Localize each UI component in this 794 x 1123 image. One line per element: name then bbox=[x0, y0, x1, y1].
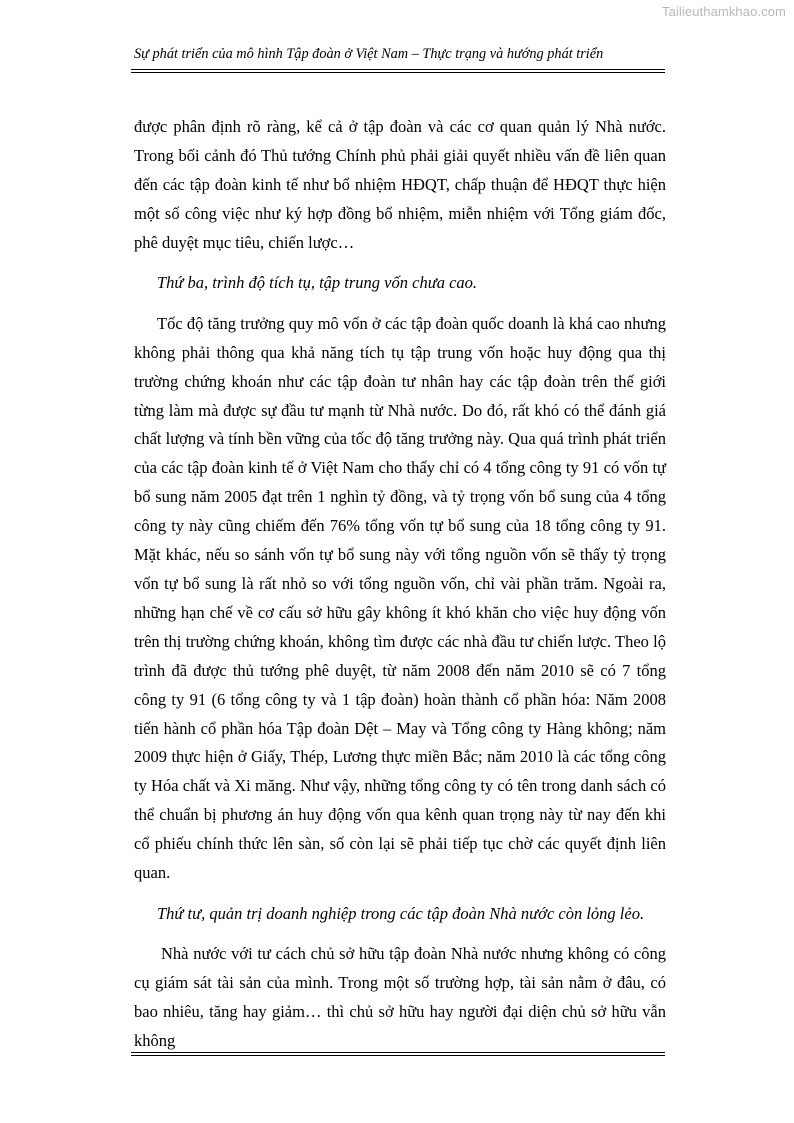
section-heading-fourth: Thứ tư, quản trị doanh nghiệp trong các tập đoàn Nhà nước còn lỏng lẻo. bbox=[157, 903, 645, 923]
paragraph-continuation: được phân định rõ ràng, kể cả ở tập đoàn và các cơ quan quản lý Nhà nước. Trong bối cảnh đó Thủ tướng Chính phủ phải giải quyết nhiều vấn đề liên quan đến các tập đoàn kinh tế như bổ nhiệm HĐQT, chấp thuận để HĐQT thực hiện một số công việc như ký hợp đồng bổ nhiệm, miễn nhiệm với Tổng giám đốc, phê duyệt mục tiêu, chiến lược… bbox=[134, 117, 666, 252]
header-rule-bottom bbox=[131, 72, 665, 73]
paragraph-governance: Nhà nước với tư cách chủ sở hữu tập đoàn Nhà nước nhưng không có công cụ giám sát tài sản của mình. Trong một số trường hợp, tài sản nằm ở đâu, có bao nhiêu, tăng hay giảm… thì chủ sở hữu hay người đại diện chủ sở hữu vẫn không bbox=[134, 944, 666, 1050]
header-rule-top bbox=[131, 69, 665, 70]
paragraph-capital-growth: Tốc độ tăng trưởng quy mô vốn ở các tập đoàn quốc doanh là khá cao nhưng không phải thông qua khả năng tích tụ tập trung vốn hoặc huy động qua thị trường chứng khoán như các tập đoàn tư nhân hay các tập đoàn trên thế giới từng làm mà được sự đầu tư mạnh từ Nhà nước. Do đó, rất khó có thể đánh giá chất lượng và tính bền vững của tốc độ tăng trưởng này. Qua quá trình phát triển của các tập đoàn kinh tế ở Việt Nam cho thấy chỉ có 4 tổng công ty 91 có vốn tự bổ sung năm 2005 đạt trên 1 nghìn tỷ đồng, và tỷ trọng vốn bổ sung của 4 tổng công ty này cũng chiếm đến 76% tổng vốn tự bổ sung của 18 tổng công ty 91. Mặt khác, nếu so sánh vốn tự bổ sung này với tổng nguồn vốn sẽ thấy tỷ trọng vốn tự bổ sung là rất nhỏ so với tổng nguồn vốn, chỉ vài phần trăm. Ngoài ra, những hạn chế về cơ cấu sở hữu gây không ít khó khăn cho việc huy động vốn trên thị trường chứng khoán, không tìm được các nhà đầu tư chiến lược. Theo lộ trình đã được thủ tướng phê duyệt, từ năm 2008 đến năm 2010 sẽ có 7 tổng công ty 91 (6 tổng công ty và 1 tập đoàn) hoàn thành cổ phần hóa: Năm 2008 tiến hành cổ phần hóa Tập đoàn Dệt – May và Tổng công ty Hàng không; năm 2009 thực hiện ở Giấy, Thép, Lương thực miền Bắc; năm 2010 là các tổng công ty Hóa chất và Xi măng. Như vậy, những tổng công ty có tên trong danh sách có thể chuẩn bị phương án huy động vốn qua kênh quan trọng này từ nay đến khi cổ phiếu chính thức lên sàn, số còn lại sẽ phải tiếp tục chờ các quyết định liên quan. bbox=[134, 313, 666, 883]
footer-rule-top bbox=[131, 1052, 665, 1053]
running-header: Sự phát triển của mô hình Tập đoàn ở Việt Nam – Thực trạng và hướng phát triển bbox=[134, 46, 604, 62]
section-heading-third: Thứ ba, trình độ tích tụ, tập trung vốn chưa cao. bbox=[157, 273, 478, 293]
body-text bbox=[134, 113, 666, 1068]
watermark: Tailieuthamkhao.com bbox=[661, 4, 786, 19]
footer-rule-bottom bbox=[131, 1055, 665, 1056]
